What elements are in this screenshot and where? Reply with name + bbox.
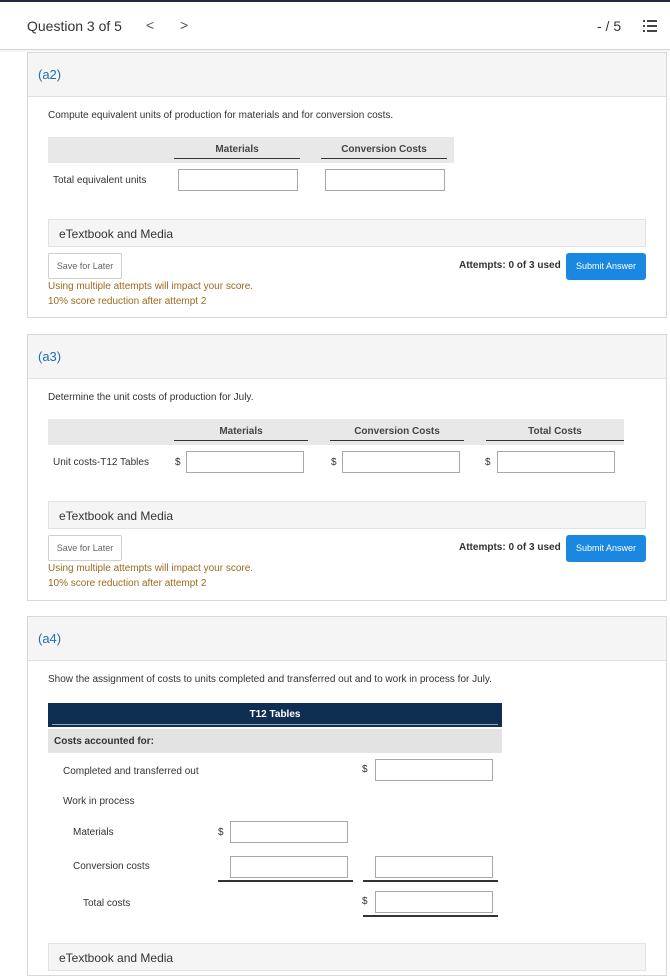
part-a2-label: (a2) <box>38 67 62 82</box>
a4-total-underline <box>363 915 498 917</box>
question-header <box>0 2 670 50</box>
a3-save-button[interactable]: Save for Later <box>48 535 122 561</box>
next-question-button[interactable]: > <box>180 17 189 33</box>
a4-row-total: Total costs <box>83 898 131 909</box>
a4-materials-currency: $ <box>218 827 224 838</box>
a4-row-materials: Materials <box>73 827 114 838</box>
a2-row-label: Total equivalent units <box>53 175 147 186</box>
question-list-icon[interactable] <box>643 20 657 32</box>
a2-save-button[interactable]: Save for Later <box>48 253 122 279</box>
part-a3-panel <box>27 334 667 601</box>
a2-etextbook-link[interactable]: eTextbook and Media <box>48 219 646 247</box>
a3-submit-button[interactable]: Submit Answer <box>566 535 646 562</box>
a4-table-title: T12 Tables <box>48 703 502 727</box>
a3-col-conversion: Conversion Costs <box>330 426 464 441</box>
a4-total-currency: $ <box>362 896 368 907</box>
part-a2-instruction: Compute equivalent units of production for materials and for conversion costs. <box>48 110 394 121</box>
a3-etextbook-link[interactable]: eTextbook and Media <box>48 501 646 529</box>
a2-col-materials: Materials <box>174 144 300 159</box>
a4-materials-input[interactable] <box>230 821 348 843</box>
part-a4-header <box>28 617 666 661</box>
a4-etextbook-link[interactable]: eTextbook and Media <box>48 943 646 971</box>
part-a3-instruction: Determine the unit costs of production for July. <box>48 392 254 403</box>
part-a4-instruction: Show the assignment of costs to units completed and transferred out and to work in process for July. <box>48 674 492 685</box>
a3-conversion-input[interactable] <box>342 451 460 473</box>
a4-completed-input[interactable] <box>375 759 493 781</box>
a3-materials-input[interactable] <box>186 451 304 473</box>
question-score: - / 5 <box>597 18 622 34</box>
a3-row-label: Unit costs-T12 Tables <box>53 457 149 468</box>
a2-col-conversion: Conversion Costs <box>321 144 447 159</box>
a4-wip-total-input[interactable] <box>375 856 493 878</box>
part-a3-label: (a3) <box>38 349 62 364</box>
a4-total-input[interactable] <box>375 891 493 913</box>
part-a2-panel <box>27 52 667 318</box>
a3-warning-attempts: Using multiple attempts will impact your score. <box>48 563 254 574</box>
question-counter: Question 3 of 5 <box>27 18 122 34</box>
a2-conversion-input[interactable] <box>325 169 445 191</box>
previous-question-button[interactable]: < <box>146 17 155 33</box>
part-a2-header <box>28 53 666 97</box>
a4-section-heading: Costs accounted for: <box>48 729 502 753</box>
a4-conversion-underline <box>218 880 353 882</box>
a3-total-input[interactable] <box>497 451 615 473</box>
a3-materials-currency: $ <box>175 457 181 468</box>
a3-conversion-currency: $ <box>331 457 337 468</box>
a4-conversion-input[interactable] <box>230 856 348 878</box>
a2-materials-input[interactable] <box>178 169 298 191</box>
a3-col-total: Total Costs <box>486 426 624 441</box>
a2-submit-button[interactable]: Submit Answer <box>566 253 646 280</box>
a4-wip-total-underline <box>363 880 498 882</box>
a4-row-completed: Completed and transferred out <box>63 766 199 777</box>
a2-warning-attempts: Using multiple attempts will impact your score. <box>48 281 254 292</box>
part-a4-label: (a4) <box>38 631 62 646</box>
part-a4-panel <box>27 616 667 976</box>
a4-completed-currency: $ <box>362 764 368 775</box>
a2-warning-reduction: 10% score reduction after attempt 2 <box>48 296 207 307</box>
a3-total-currency: $ <box>485 457 491 468</box>
a3-attempts: Attempts: 0 of 3 used <box>459 542 561 553</box>
a4-row-wip: Work in process <box>63 796 135 807</box>
a3-warning-reduction: 10% score reduction after attempt 2 <box>48 578 207 589</box>
part-a3-header <box>28 335 666 379</box>
a2-attempts: Attempts: 0 of 3 used <box>459 260 561 271</box>
a3-col-materials: Materials <box>174 426 308 441</box>
a4-row-conversion: Conversion costs <box>73 861 150 872</box>
